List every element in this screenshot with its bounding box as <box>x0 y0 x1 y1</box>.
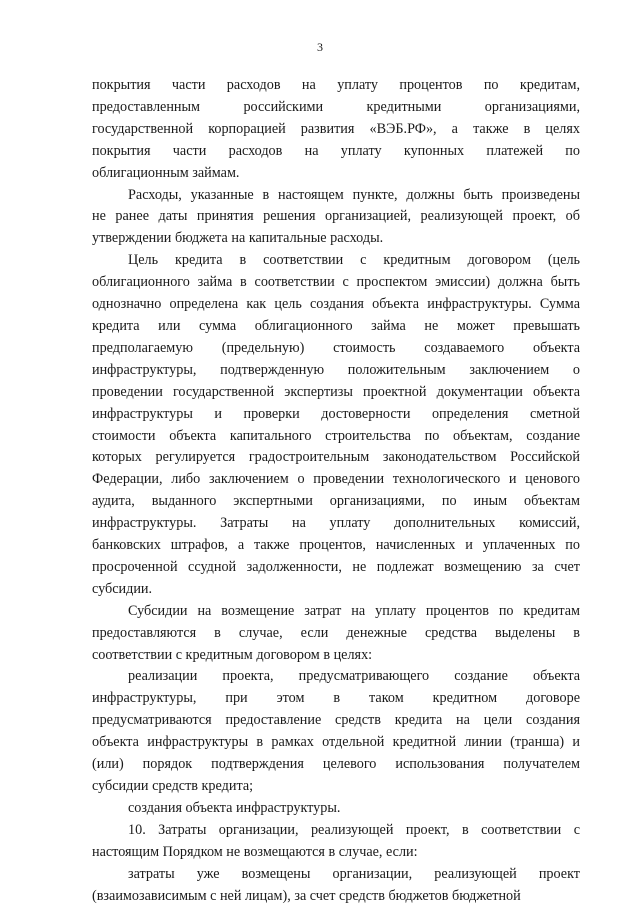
paragraph <box>92 185 580 251</box>
paragraph <box>92 75 580 185</box>
text-line: облигационного займа в соответствии с проспектом эмиссии) должна быть <box>92 274 580 291</box>
text-line: аудита, выданного экспертными организациями, по иным объектам <box>92 493 580 510</box>
text-line: предусматриваются предоставление средств кредита на цели создания <box>92 712 580 729</box>
text-line: которых регулируется градостроительным законодательством Российской <box>92 449 580 466</box>
paragraph <box>92 864 580 907</box>
text-line: однозначно определена как цель создания объекта инфраструктуры. Сумма <box>92 296 580 313</box>
text-line: Расходы, указанные в настоящем пункте, должны быть произведены <box>128 186 580 203</box>
text-line: просроченной ссудной задолженности, не подлежат возмещению за счет <box>92 558 580 575</box>
paragraph <box>92 820 580 864</box>
text-line: инфраструктуры, при этом в таком кредитном договоре <box>92 690 580 707</box>
text-line: покрытия части расходов на уплату купонных платежей по <box>92 142 580 159</box>
page-number: 3 <box>317 40 323 54</box>
text-line: инфраструктуры, подтвержденную положительным заключением о <box>92 361 580 378</box>
text-line: субсидии средств кредита; <box>92 778 254 794</box>
paragraph <box>92 798 580 820</box>
text-line: 10. Затраты организации, реализующей проект, в соответствии с <box>128 821 580 838</box>
text-line: утверждении бюджета на капитальные расходы. <box>92 230 384 247</box>
text-line: субсидии. <box>92 580 153 597</box>
text-line: соответствии с кредитным договором в целях: <box>92 646 373 663</box>
text-line: (взаимозависимым с ней лицам), за счет средств бюджетов бюджетной <box>92 887 521 904</box>
text-line: инфраструктуры. Затраты на уплату дополнительных комиссий, <box>92 515 580 532</box>
text-line: банковских штрафов, а также процентов, начисленных и уплаченных по <box>92 537 580 554</box>
text-line: инфраструктуры и проверки достоверности определения сметной <box>92 405 580 422</box>
text-line: объекта инфраструктуры в рамках отдельной кредитной линии (транша) и <box>92 734 580 751</box>
document-body <box>92 75 580 907</box>
text-line: (или) порядок подтверждения целевого использования получателем <box>92 756 580 773</box>
text-line: затраты уже возмещены организации, реализующей проект <box>128 865 580 882</box>
paragraph <box>92 601 580 667</box>
text-line: предоставленным российскими кредитными организациями, <box>92 98 580 115</box>
text-line: государственной корпорацией развития «ВЭБ.РФ», а также в целях <box>92 120 580 137</box>
text-line: покрытия части расходов на уплату процентов по кредитам, <box>92 77 580 93</box>
text-line: создания объекта инфраструктуры. <box>128 799 341 816</box>
text-line: Федерации, либо заключением о проведении технологического и ценового <box>92 471 580 488</box>
text-line: не ранее даты принятия решения организацией, реализующей проект, об <box>92 208 580 225</box>
paragraph <box>92 250 580 601</box>
text-line: Субсидии на возмещение затрат на уплату процентов по кредитам <box>128 602 580 619</box>
text-line: кредита или сумма облигационного займа не может превышать <box>92 317 580 334</box>
paragraph <box>92 666 580 797</box>
text-line: предполагаемую (предельную) стоимость создаваемого объекта <box>92 339 580 356</box>
text-line: стоимости объекта капитального строительства по объектам, создание <box>92 427 580 444</box>
text-line: предоставляются в случае, если денежные средства выделены в <box>92 624 580 641</box>
text-line: настоящим Порядком не возмещаются в случае, если: <box>92 843 418 860</box>
text-line: Цель кредита в соответствии с кредитным договором (цель <box>128 252 580 269</box>
text-line: облигационным займам. <box>92 164 240 181</box>
text-line: проведении государственной экспертизы проектной документации объекта <box>92 383 580 400</box>
text-line: реализации проекта, предусматривающего создание объекта <box>128 668 580 685</box>
